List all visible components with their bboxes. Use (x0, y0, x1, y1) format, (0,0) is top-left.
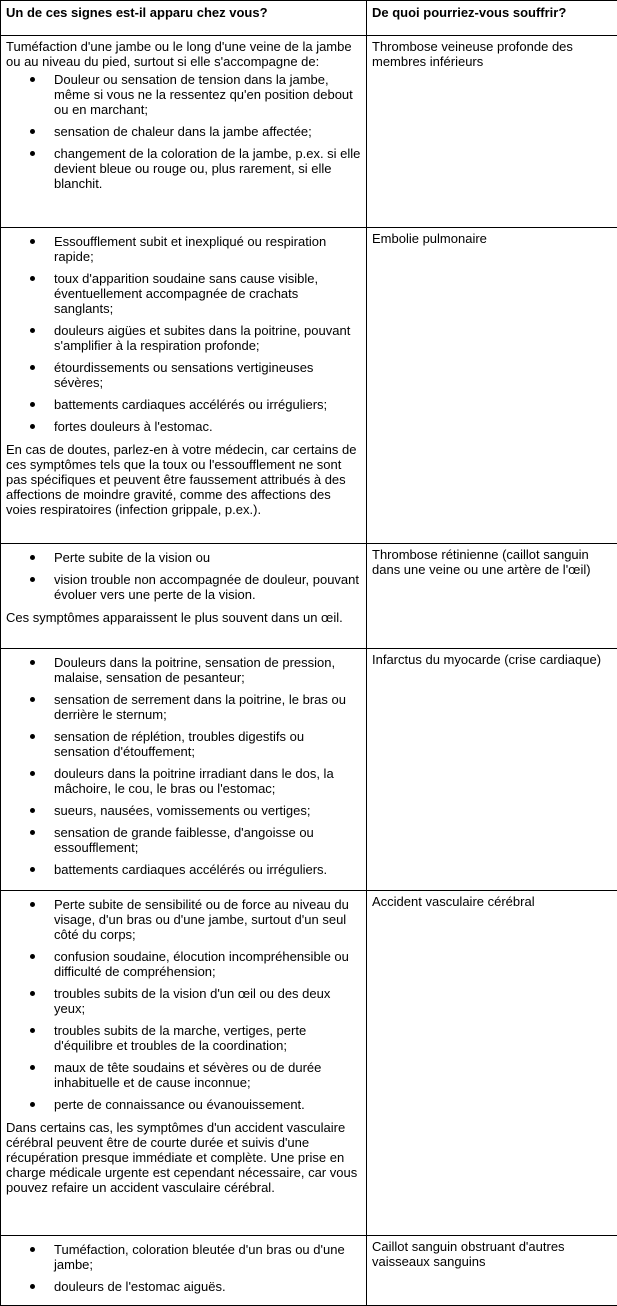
bullet-icon (30, 402, 35, 407)
condition-cell: Infarctus du myocarde (crise cardiaque) (367, 649, 617, 891)
table-row-myocardial-infarction (1, 649, 617, 891)
table-row-pulmonary-embolism (1, 228, 617, 544)
bullet-icon (30, 424, 35, 429)
symptom-note: En cas de doutes, parlez-en à votre médecin, car certains de ces symptômes tels que la toux ou l'essoufflement ne sont pas spécifiques et peuvent être faussement attribués à des affections de moindre gravité, comme des affections des voies respiratoires (infection grippale, p.ex.). (6, 442, 361, 517)
bullet-icon (30, 902, 35, 907)
symptom-item: troubles subits de la marche, vertiges, perte d'équilibre et troubles de la coordination; (6, 1023, 361, 1053)
symptom-item: sensation de chaleur dans la jambe affectée; (6, 124, 361, 139)
symptom-item: troubles subits de la vision d'un œil ou des deux yeux; (6, 986, 361, 1016)
table-row-retinal-thrombosis (1, 544, 617, 649)
bullet-icon (30, 808, 35, 813)
symptom-item: vision trouble non accompagnée de douleur, pouvant évoluer vers une perte de la vision. (6, 572, 361, 602)
condition-cell: Thrombose veineuse profonde des membres inférieurs (367, 36, 617, 228)
table-row-other-clot (1, 1236, 617, 1306)
condition-cell: Accident vasculaire cérébral (367, 891, 617, 1236)
symptom-intro: Tuméfaction d'une jambe ou le long d'une veine de la jambe ou au niveau du pied, surtout si elle s'accompagne de: (6, 39, 361, 69)
bullet-icon (30, 129, 35, 134)
symptom-item: maux de tête soudains et sévères ou de durée inhabituelle et de cause inconnue; (6, 1060, 361, 1090)
symptom-note: Dans certains cas, les symptômes d'un accident vasculaire cérébral peuvent être de courte durée et suivis d'une récupération presque immédiate et complète. Une prise en charge médicale urgente est cependant nécessaire, car vous pouvez refaire un accident vasculaire cérébral. (6, 1120, 361, 1195)
symptoms-cell (1, 649, 367, 891)
bullet-icon (30, 1102, 35, 1107)
bullet-icon (30, 328, 35, 333)
bullet-icon (30, 577, 35, 582)
symptoms-cell (1, 36, 367, 228)
symptom-item: douleurs aigües et subites dans la poitrine, pouvant s'amplifier à la respiration profonde; (6, 323, 361, 353)
symptom-item: Douleurs dans la poitrine, sensation de pression, malaise, sensation de pesanteur; (6, 655, 361, 685)
bullet-icon (30, 1247, 35, 1252)
symptom-note: Ces symptômes apparaissent le plus souvent dans un œil. (6, 610, 361, 625)
symptom-list (6, 72, 361, 191)
bullet-icon (30, 365, 35, 370)
condition-cell: Caillot sanguin obstruant d'autres vaisseaux sanguins (367, 1236, 617, 1306)
table-row-dvt (1, 36, 617, 228)
symptom-list (6, 897, 361, 1112)
symptom-item: confusion soudaine, élocution incompréhensible ou difficulté de compréhension; (6, 949, 361, 979)
symptom-item: Essoufflement subit et inexpliqué ou respiration rapide; (6, 234, 361, 264)
symptom-item: perte de connaissance ou évanouissement. (6, 1097, 361, 1112)
symptom-item: toux d'apparition soudaine sans cause visible, éventuellement accompagnée de crachats sanglants; (6, 271, 361, 316)
bullet-icon (30, 991, 35, 996)
bullet-icon (30, 830, 35, 835)
bullet-icon (30, 697, 35, 702)
bullet-icon (30, 1284, 35, 1289)
symptom-list (6, 234, 361, 434)
bullet-icon (30, 77, 35, 82)
symptom-item: Perte subite de sensibilité ou de force au niveau du visage, d'un bras ou d'une jambe, surtout d'un seul côté du corps; (6, 897, 361, 942)
table-row-stroke (1, 891, 617, 1236)
bullet-icon (30, 867, 35, 872)
bullet-icon (30, 954, 35, 959)
symptom-item: Douleur ou sensation de tension dans la jambe, même si vous ne la ressentez qu'en position debout ou en marchant; (6, 72, 361, 117)
symptom-item: sensation de grande faiblesse, d'angoisse ou essoufflement; (6, 825, 361, 855)
symptom-item: sueurs, nausées, vomissements ou vertiges; (6, 803, 361, 818)
symptoms-cell (1, 1236, 367, 1306)
header-symptoms: Un de ces signes est-il apparu chez vous? (1, 1, 367, 36)
symptom-item: changement de la coloration de la jambe, p.ex. si elle devient bleue ou rouge ou, plus rarement, si elle blanchit. (6, 146, 361, 191)
condition-cell: Embolie pulmonaire (367, 228, 617, 544)
symptom-item: sensation de réplétion, troubles digestifs ou sensation d'étouffement; (6, 729, 361, 759)
bullet-icon (30, 660, 35, 665)
header-condition: De quoi pourriez-vous souffrir? (367, 1, 617, 36)
symptoms-cell (1, 891, 367, 1236)
bullet-icon (30, 1065, 35, 1070)
symptom-item: douleurs dans la poitrine irradiant dans le dos, la mâchoire, le cou, le bras ou l'estomac; (6, 766, 361, 796)
symptom-item: étourdissements ou sensations vertigineuses sévères; (6, 360, 361, 390)
symptom-item: Perte subite de la vision ou (6, 550, 361, 565)
symptom-item: Tuméfaction, coloration bleutée d'un bras ou d'une jambe; (6, 1242, 361, 1272)
bullet-icon (30, 734, 35, 739)
symptom-item: sensation de serrement dans la poitrine, le bras ou derrière le sternum; (6, 692, 361, 722)
symptom-list (6, 1242, 361, 1294)
symptoms-cell (1, 228, 367, 544)
symptom-item: battements cardiaques accélérés ou irréguliers. (6, 862, 361, 877)
symptom-item: douleurs de l'estomac aiguës. (6, 1279, 361, 1294)
bullet-icon (30, 151, 35, 156)
bullet-icon (30, 555, 35, 560)
symptom-list (6, 655, 361, 877)
bullet-icon (30, 771, 35, 776)
bullet-icon (30, 1028, 35, 1033)
symptoms-cell (1, 544, 367, 649)
symptom-item: fortes douleurs à l'estomac. (6, 419, 361, 434)
symptom-item: battements cardiaques accélérés ou irréguliers; (6, 397, 361, 412)
bullet-icon (30, 276, 35, 281)
condition-cell: Thrombose rétinienne (caillot sanguin dans une veine ou une artère de l'œil) (367, 544, 617, 649)
table-header-row (1, 1, 617, 36)
bullet-icon (30, 239, 35, 244)
symptom-list (6, 550, 361, 602)
